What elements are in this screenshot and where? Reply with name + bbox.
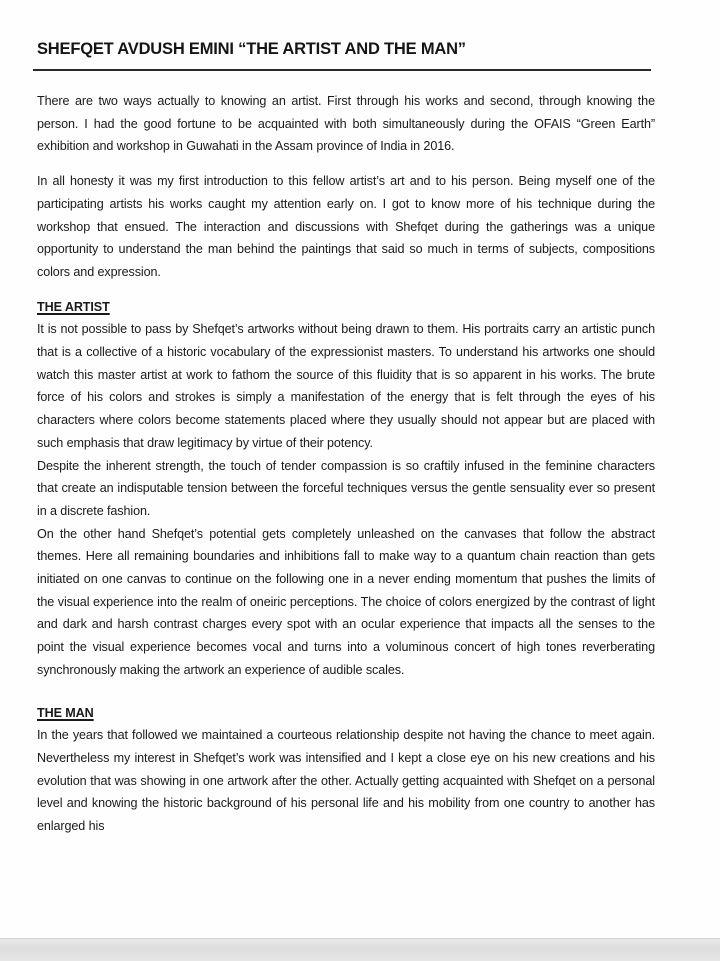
page-bottom-edge <box>0 938 720 961</box>
man-paragraph-1: In the years that followed we maintained a courteous relationship despite not having the chance to meet again. Nevertheless my interest in Shefqet’s work was intensified and I kept a close eye on his new creations and his evolution that was showing in one artwork after the other. Actually getting acquainted with Shefqet on a personal level and knowing the historic background of his personal life and his mobility from one country to another has enlarged his <box>37 728 655 834</box>
document-title: SHEFQET AVDUSH EMINI “THE ARTIST AND THE MAN” <box>37 40 466 58</box>
intro-paragraph-1: There are two ways actually to knowing an artist. First through his works and second, through knowing the person. I had the good fortune to be acquainted with both simultaneously during the OFAIS “Green Earth” exhibition and workshop in Guwahati in the Assam province of India in 2016. <box>37 94 655 154</box>
artist-paragraph-2: Despite the inherent strength, the touch of tender compassion is so craftily infused in the feminine characters that create an indisputable tension between the forceful techniques versus the gentle sensuality ever so present in a discrete fashion. <box>37 458 655 518</box>
section-heading-the-man: THE MAN <box>37 705 94 720</box>
intro-paragraph-2: In all honesty it was my first introduction to this fellow artist’s art and to his person. Being myself one of the participating artists his works caught my attention early on. I got to know more of his technique during the workshop that ensued. The interaction and discussions with Shefqet during the gatherings was a unique opportunity to understand the man behind the paintings that said so much in terms of subjects, compositions colors and expression. <box>37 174 655 279</box>
artist-paragraph-1: It is not possible to pass by Shefqet’s artworks without being drawn to them. His portraits carry an artistic punch that is a collective of a historic vocabulary of the expressionist masters. To understand his artworks one should watch this master artist at work to fathom the source of this fluidity that is so apparent in his works. The brute force of his colors and strokes is simply a manifestation of the energy that is felt through the eyes of his characters where colors become statements placed where they usually should not appear but are placed with such emphasis that draw legitimacy by virtue of their potency. <box>37 322 655 450</box>
section-heading-the-artist: THE ARTIST <box>37 299 110 314</box>
artist-paragraph-3: On the other hand Shefqet’s potential gets completely unleashed on the canvases that follow the abstract themes. Here all remaining boundaries and inhibitions fall to make way to a quantum chain reaction than gets initiated on one canvas to continue on the following one in a never ending momentum that pushes the limits of the visual experience into the realm of oneiric perceptions. The choice of colors energized by the contrast of light and dark and harsh contrast charges every spot with an ocular experience that impacts all the senses to the point the visual experience becomes vocal and turns into a voluminous concert of high tones reverberating synchronously making the artwork an experience of audible scales. <box>37 526 655 677</box>
title-underline-rule <box>33 69 651 71</box>
document-body <box>37 90 655 838</box>
